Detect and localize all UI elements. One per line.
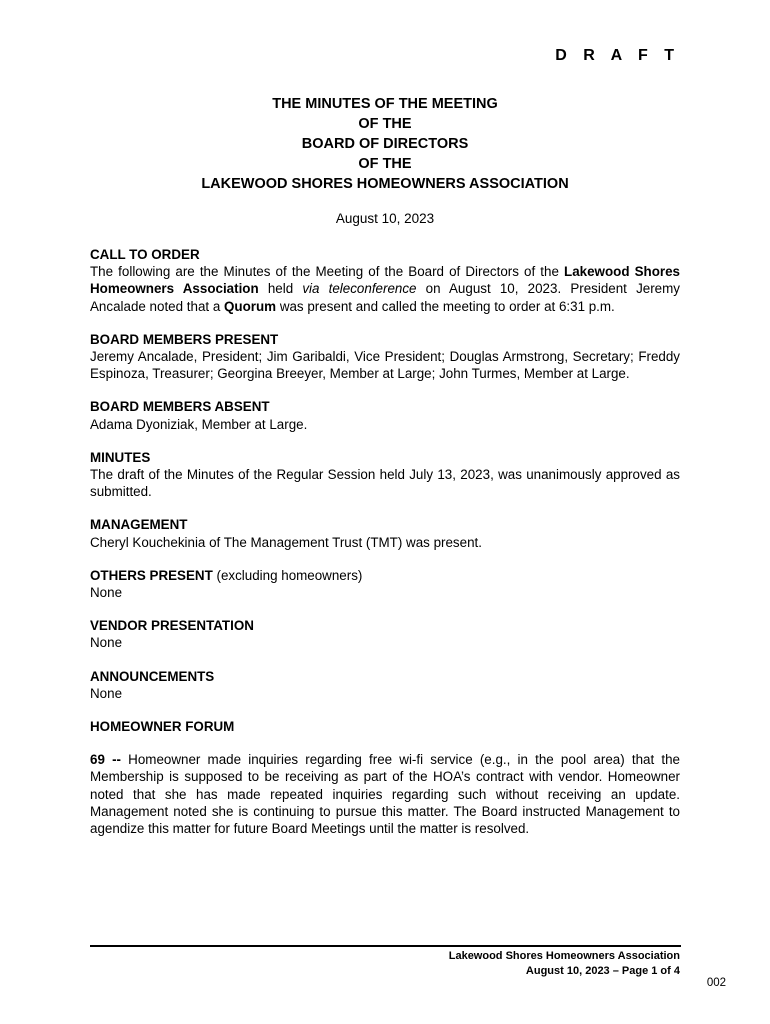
section-text: Adama Dyoniziak, Member at Large. <box>90 416 308 432</box>
section-text: Jeremy Ancalade, President; Jim Garibaldi, Vice President; Douglas Armstrong, Secretary; Freddy Espinoza, Treasurer; Georgina Breeyer, Member at Large; John Turmes, Member at Large. <box>90 349 680 382</box>
section-management <box>90 516 680 550</box>
section-homeowner-forum <box>90 751 680 837</box>
association-name: Lakewood Shores Homeowners Association <box>90 264 681 297</box>
page-footer <box>90 949 680 979</box>
section-heading-homeowner-forum: HOMEOWNER FORUM <box>90 719 235 735</box>
forum-item-number: 69 -- <box>90 752 121 768</box>
draft-watermark: D R A F T <box>555 47 680 64</box>
footer-rule <box>90 945 681 947</box>
footer-association: Lakewood Shores Homeowners Association <box>448 950 680 962</box>
section-text: None <box>90 685 123 701</box>
meeting-mode: via teleconference <box>302 281 417 297</box>
forum-item-text: Homeowner made inquiries regarding free wi-fi service (e.g., in the pool area) that the Membership is supposed to be receiving as part of the HOA’s contract with vendor. Homeowner noted that she has made repeated inquiries regarding such without receiving an update. Management noted she is continuing to pursue this matter. The Board instructed Management to agendize this matter for future Board Meetings until the matter is resolved. <box>90 752 680 837</box>
title-line: BOARD OF DIRECTORS <box>301 136 469 152</box>
section-heading <box>90 567 680 584</box>
section-heading: BOARD MEMBERS ABSENT <box>90 399 270 415</box>
title-line: OF THE <box>358 116 412 132</box>
section-call-to-order <box>90 246 680 315</box>
quorum-term: Quorum <box>224 298 277 314</box>
heading-note: (excluding homeowners) <box>212 567 363 583</box>
title-line: OF THE <box>358 156 412 172</box>
section-heading: CALL TO ORDER <box>90 247 200 262</box>
meeting-date: August 10, 2023 <box>335 211 435 226</box>
minutes-body <box>90 246 680 853</box>
section-text: The draft of the Minutes of the Regular Session held July 13, 2023, was unanimously approved as submitted. <box>90 467 680 500</box>
title-line: LAKEWOOD SHORES HOMEOWNERS ASSOCIATION <box>201 176 569 192</box>
section-heading: MANAGEMENT <box>90 517 188 533</box>
section-announcements <box>90 668 680 702</box>
section-heading: VENDOR PRESENTATION <box>90 618 254 634</box>
document-title <box>90 94 680 194</box>
section-text: Cheryl Kouchekinia of The Management Trust (TMT) was present. <box>90 534 482 550</box>
heading-text: OTHERS PRESENT <box>90 567 213 583</box>
text-run: The following are the Minutes of the Meeting of the Board of Directors of the <box>90 264 565 280</box>
section-heading: BOARD MEMBERS PRESENT <box>90 331 279 347</box>
text-run: held <box>258 281 303 297</box>
footer-page-info: August 10, 2023 – Page 1 of 4 <box>525 965 680 977</box>
section-vendor-presentation <box>90 617 680 651</box>
section-others-present <box>90 567 680 601</box>
page-code: 002 <box>706 977 726 989</box>
section-minutes <box>90 449 680 501</box>
text-run: was present and called the meeting to order at 6:31 p.m. <box>276 298 615 314</box>
forum-item <box>90 751 680 837</box>
section-text <box>90 263 680 315</box>
title-line: THE MINUTES OF THE MEETING <box>272 96 498 112</box>
section-heading: MINUTES <box>90 449 151 465</box>
section-board-present <box>90 331 680 383</box>
section-text: None <box>90 635 123 651</box>
section-board-absent <box>90 398 680 432</box>
section-heading: ANNOUNCEMENTS <box>90 668 215 684</box>
text-run: on August 10, 2023. President Jeremy Ancalade noted that a <box>90 281 680 314</box>
section-text: None <box>90 585 123 601</box>
